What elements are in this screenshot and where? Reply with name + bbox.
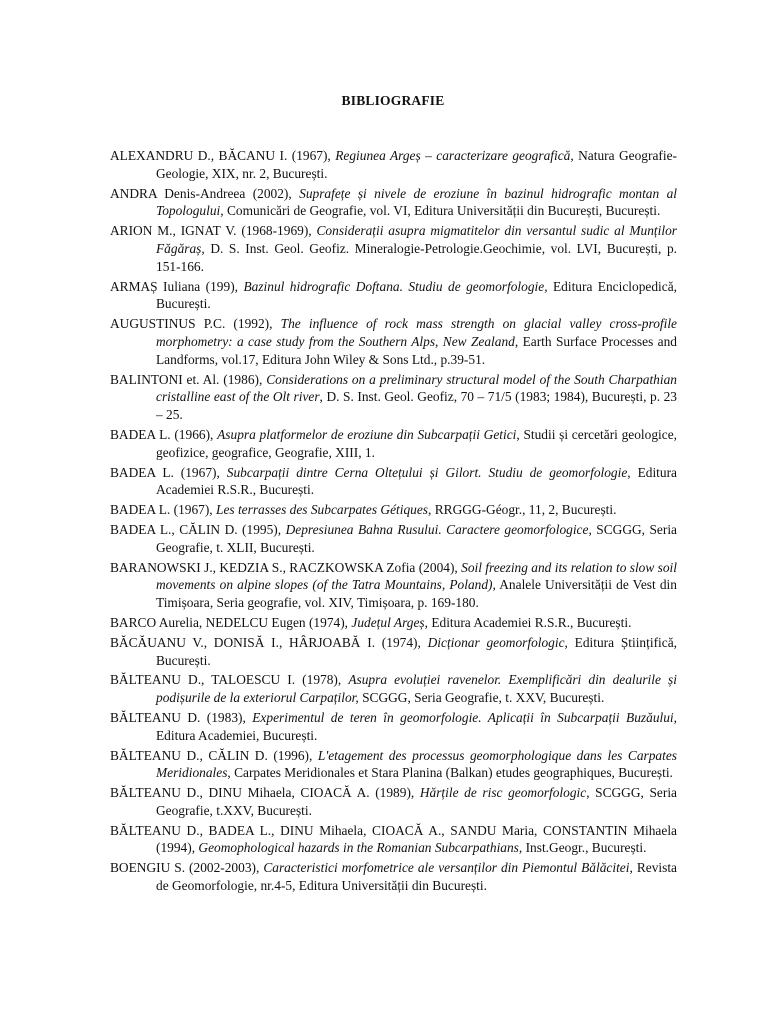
reference-title: Dicționar geomorfologic (427, 634, 565, 650)
reference-authors: BADEA L. (1967), (110, 464, 227, 480)
reference-authors: BĂCĂUANU V., DONISĂ I., HÂRJOABĂ I. (1974), (110, 634, 428, 650)
reference-source: Analele Universității de Vest din Timișoara, Seria geografie, vol. XIV, Timișoara, p. 169-180. (156, 577, 677, 611)
reference-entry (110, 501, 677, 519)
reference-entry (110, 614, 677, 632)
reference-title: Asupra evoluției ravenelor. Exemplificări din dealurile și podișurile de la exteriorul Carpaților, (156, 672, 677, 706)
reference-authors: BADEA L., CĂLIN D. (1995), (110, 521, 286, 537)
reference-title: Asupra platformelor de eroziune din Subcarpații Getici (217, 426, 517, 442)
reference-entry (110, 822, 677, 858)
reference-source: , Editura Academiei R.S.R., București. (156, 464, 677, 498)
reference-source: , Earth Surface Processes and Landforms, vol.17, Editura John Wiley & Sons Ltd., p.39-51. (156, 333, 677, 367)
reference-authors: BĂLTEANU D., TALOESCU I. (1978), (110, 672, 349, 688)
reference-authors: BARANOWSKI J., KEDZIA S., RACZKOWSKA Zofia (2004), (110, 559, 462, 575)
reference-title: Hărțile de risc geomorfologic (419, 785, 587, 801)
reference-authors: BĂLTEANU D., BADEA L., DINU Mihaela, CIOACĂ A., SANDU Maria, CONSTANTIN Mihaela (1994), (110, 822, 677, 856)
reference-source: , D. S. Inst. Geol. Geofiz. Mineralogie-Petrologie.Geochimie, vol. LVI, București, p. 151-166. (156, 240, 677, 274)
reference-title: Regiunea Argeș – caracterizare geografică (335, 148, 571, 163)
reference-entry (110, 278, 677, 314)
reference-title: Subcarpații dintre Cerna Oltețului și Gilort. Studiu de geomorfologie (226, 464, 628, 480)
reference-entry (110, 784, 677, 820)
reference-source: Comunicări de Geografie, vol. VI, Editura Universității din București, București. (223, 203, 661, 219)
reference-authors: ARION M., IGNAT V. (1968-1969), (110, 223, 317, 239)
reference-source: Inst.Geogr., București. (522, 840, 647, 856)
reference-entry (110, 559, 677, 612)
reference-source: , RRGGG-Géogr., 11, 2, București. (428, 502, 617, 518)
reference-title: L'etagement des processus geomorphologique dans les Carpates Meridionales (156, 747, 677, 781)
reference-authors: AUGUSTINUS P.C. (1992), (110, 316, 281, 332)
reference-entry (110, 426, 677, 462)
reference-authors: ARMAȘ Iuliana (199), (110, 278, 244, 294)
page-title: BIBLIOGRAFIE (341, 93, 445, 108)
reference-authors: BĂLTEANU D. (1983), (110, 709, 253, 725)
reference-entry (110, 185, 677, 221)
reference-source: , Natura Geografie-Geologie, XIX, nr. 2, București. (156, 148, 677, 181)
reference-entry (110, 634, 677, 670)
reference-title: The influence of rock mass strength on glacial valley cross-profile morphometry: a case study from the Southern Alps, New Zealand (156, 316, 678, 349)
reference-entry (110, 315, 677, 368)
reference-source: SCGGG, Seria Geografie, t. XXV, București. (358, 690, 605, 706)
reference-authors: BADEA L. (1967), (110, 502, 216, 518)
reference-source: , SCGGG, Seria Geografie, t.XXV, București. (156, 785, 677, 818)
reference-source: , Editura Academiei R.S.R., București. (424, 614, 632, 630)
reference-list (110, 147, 677, 897)
reference-source: , Revista de Geomorfologie, nr.4-5, Editura Universității din București. (156, 860, 677, 894)
reference-source: Editura Enciclopedică, București. (156, 278, 677, 312)
reference-authors: BADEA L. (1966), (110, 426, 218, 442)
reference-source: , SCGGG, Seria Geografie, t. XLII, București. (156, 521, 677, 555)
reference-entry (110, 747, 677, 783)
reference-title: Suprafețe și nivele de eroziune în bazinul hidrografic montan al Topologului, (156, 185, 677, 219)
reference-entry (110, 709, 677, 745)
reference-title: Experimentul de teren în geomorfologie. Aplicații în Subcarpații Buzăului (252, 709, 674, 725)
reference-title: Considerații asupra migmatitelor din versantul sudic al Munților Făgăraș (156, 223, 678, 256)
reference-authors: BĂLTEANU D., CĂLIN D. (1996), (110, 747, 318, 763)
reference-entry (110, 671, 677, 707)
reference-entry (110, 222, 677, 275)
reference-source: , Editura Academiei, București. (156, 709, 678, 743)
reference-source: , Carpates Meridionales et Stara Planina (Balkan) etudes geographiques, București. (227, 765, 673, 781)
reference-title: Soil freezing and its relation to slow soil movements on alpine slopes (of the Tatra Mountains, Poland), (156, 559, 677, 593)
reference-entry (110, 521, 677, 557)
reference-authors: ALEXANDRU D., BĂCANU I. (1967), (110, 148, 336, 163)
reference-title: Județul Argeș (351, 614, 425, 630)
reference-entry (110, 371, 677, 424)
reference-title: Caracteristici morfometrice ale versanților din Piemontul Bălăcitei (263, 860, 630, 876)
reference-authors: BOENGIU S. (2002-2003), (110, 860, 264, 876)
reference-source: , Studii și cercetări geologice, geofizice, geografice, Geografie, XIII, 1. (156, 426, 677, 460)
reference-title: Geomophological hazards in the Romanian Subcarpathians, (198, 840, 523, 856)
reference-authors: ANDRA Denis-Andreea (2002), (110, 185, 300, 201)
reference-title: Depresiunea Bahna Rusului. Caractere geomorfologice (285, 521, 589, 537)
reference-authors: BARCO Aurelia, NEDELCU Eugen (1974), (110, 614, 352, 630)
reference-source: , D. S. Inst. Geol. Geofiz, 70 – 71/5 (1983; 1984), București, p. 23 – 25. (156, 389, 677, 423)
reference-source: , Editura Științifică, București. (156, 634, 677, 668)
reference-title: Les terrasses des Subcarpates Gétiques (216, 502, 429, 518)
reference-authors: BĂLTEANU D., DINU Mihaela, CIOACĂ A. (1989), (110, 785, 420, 801)
reference-title: Bazinul hidrografic Doftana. Studiu de geomorfologie, (243, 278, 548, 294)
reference-title: Considerations on a preliminary structural model of the South Charpathian cristalline east of the Olt river (156, 371, 677, 405)
reference-entry (110, 464, 677, 500)
reference-entry (110, 859, 677, 895)
reference-authors: BALINTONI et. Al. (1986), (110, 371, 267, 387)
reference-entry (110, 147, 677, 183)
